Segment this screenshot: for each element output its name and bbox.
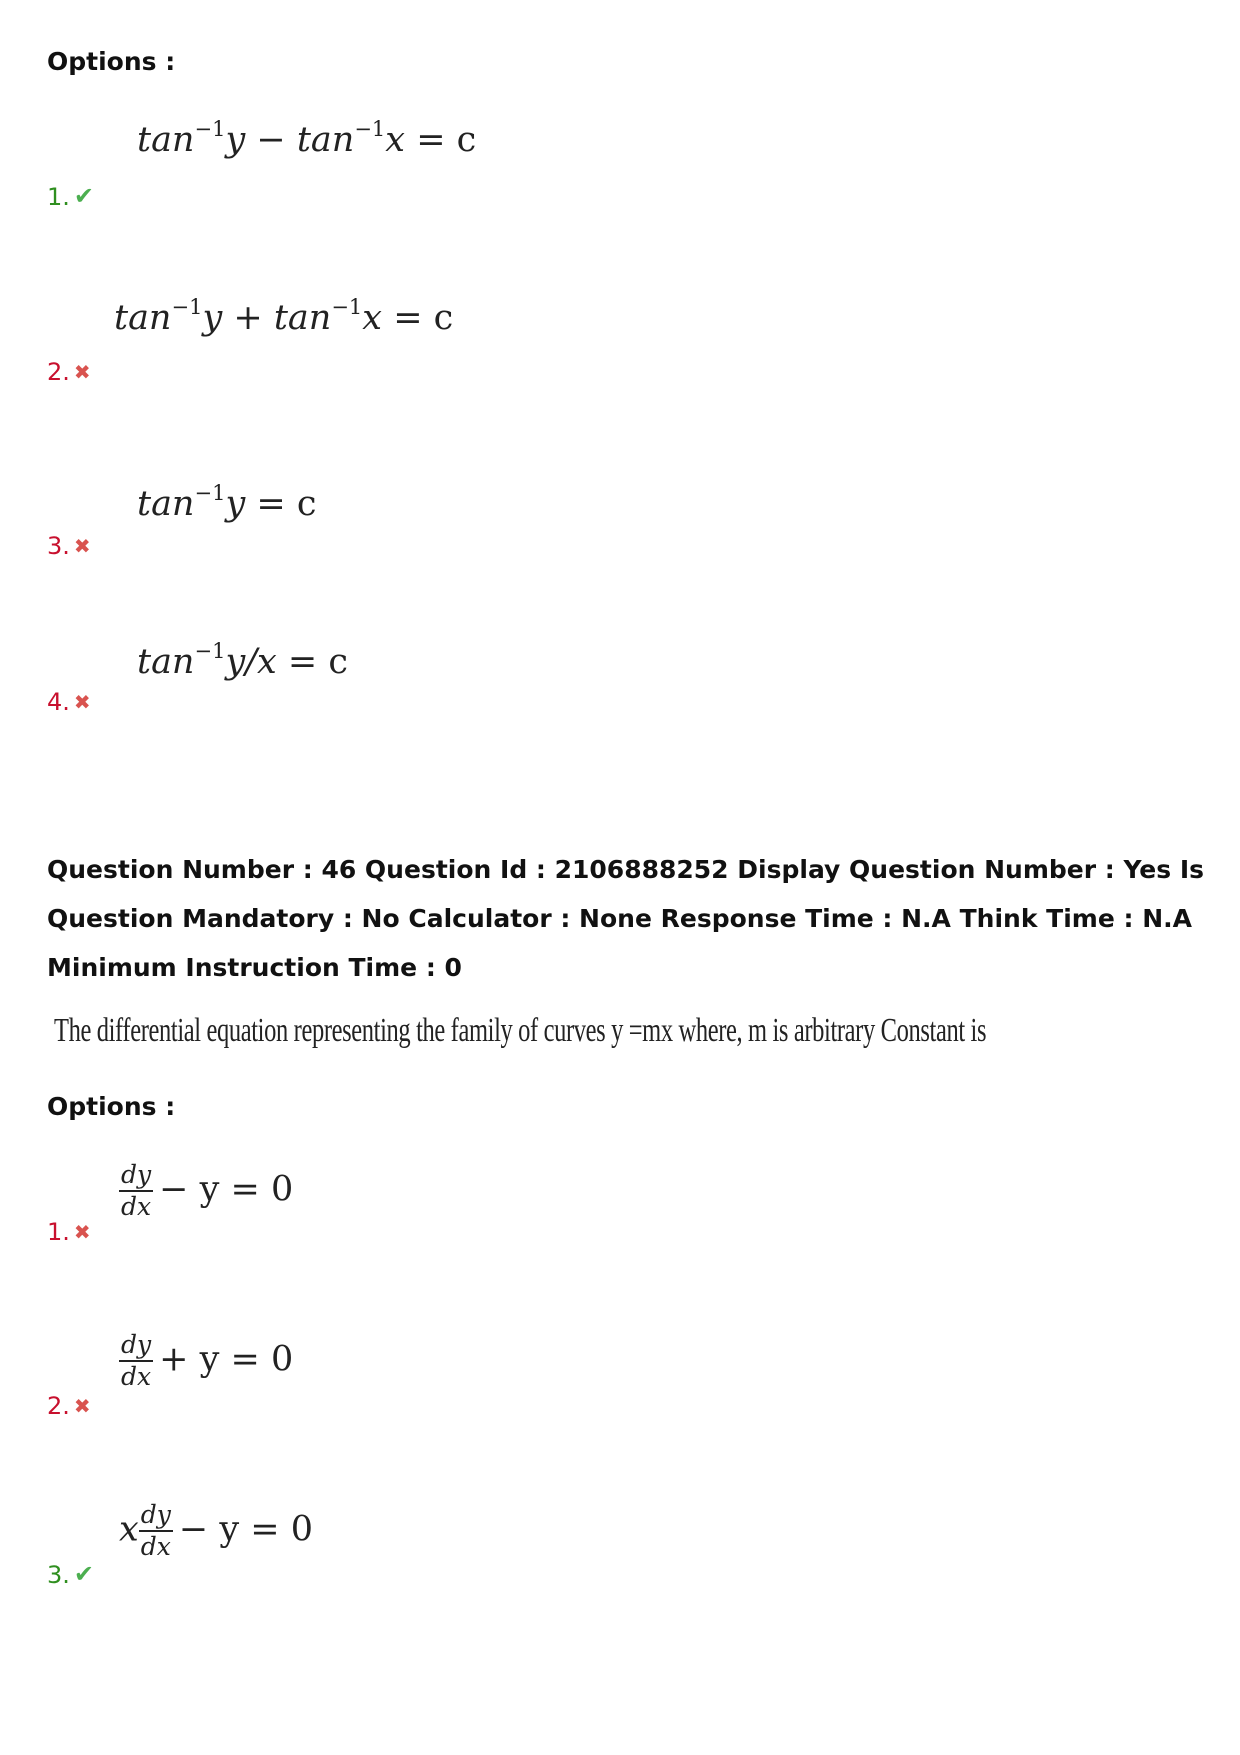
options-heading: Options : <box>47 47 176 76</box>
option-equation: $\frac{dy}{dx}$ − y = 0 <box>121 1160 294 1221</box>
option-number: 1. ✔ <box>47 182 95 211</box>
option-equation: $\frac{dy}{dx}$ + y = 0 <box>121 1330 294 1391</box>
option-number: 4. ✖ <box>47 688 91 716</box>
option-number: 3. ✔ <box>47 1560 95 1589</box>
question-text: The differential equation representing the family of curves y =mx where, m is arbitrary Constant is <box>54 1012 987 1049</box>
derivative-fraction: $\frac{dy}{dx}$ <box>121 1160 152 1221</box>
option-equation: $\tan^{-1}y/x = c$ <box>137 639 348 682</box>
cross-icon: ✖ <box>73 534 91 558</box>
cross-icon: ✖ <box>73 690 91 714</box>
question-meta: Question Number : 46 Question Id : 2106888252 Display Question Number : Yes Is Question Mandatory : No Calculator : None Response Time : N.A Think Time : N.A Minimum Instruction Time : 0 <box>47 855 1205 982</box>
derivative-fraction: $\frac{dy}{dx}$ <box>121 1330 152 1391</box>
option-number: 2. ✖ <box>47 358 91 386</box>
option-number: 1. ✖ <box>47 1218 91 1246</box>
cross-icon: ✖ <box>73 1220 91 1244</box>
option-number: 2. ✖ <box>47 1392 91 1420</box>
option-number: 3. ✖ <box>47 532 91 560</box>
cross-icon: ✖ <box>73 1394 91 1418</box>
check-icon: ✔ <box>73 182 95 210</box>
option-equation: $\tan^{-1}y - \tan^{-1}x = c$ <box>137 117 477 160</box>
option-equation: $\tan^{-1}y = c$ <box>137 481 317 524</box>
check-icon: ✔ <box>73 1560 95 1588</box>
option-equation: $\tan^{-1}y + \tan^{-1}x = c$ <box>114 295 454 338</box>
option-equation: x $\frac{dy}{dx}$ − y = 0 <box>119 1500 313 1561</box>
options-heading: Options : <box>47 1092 176 1121</box>
cross-icon: ✖ <box>73 360 91 384</box>
derivative-fraction: $\frac{dy}{dx}$ <box>140 1500 171 1561</box>
